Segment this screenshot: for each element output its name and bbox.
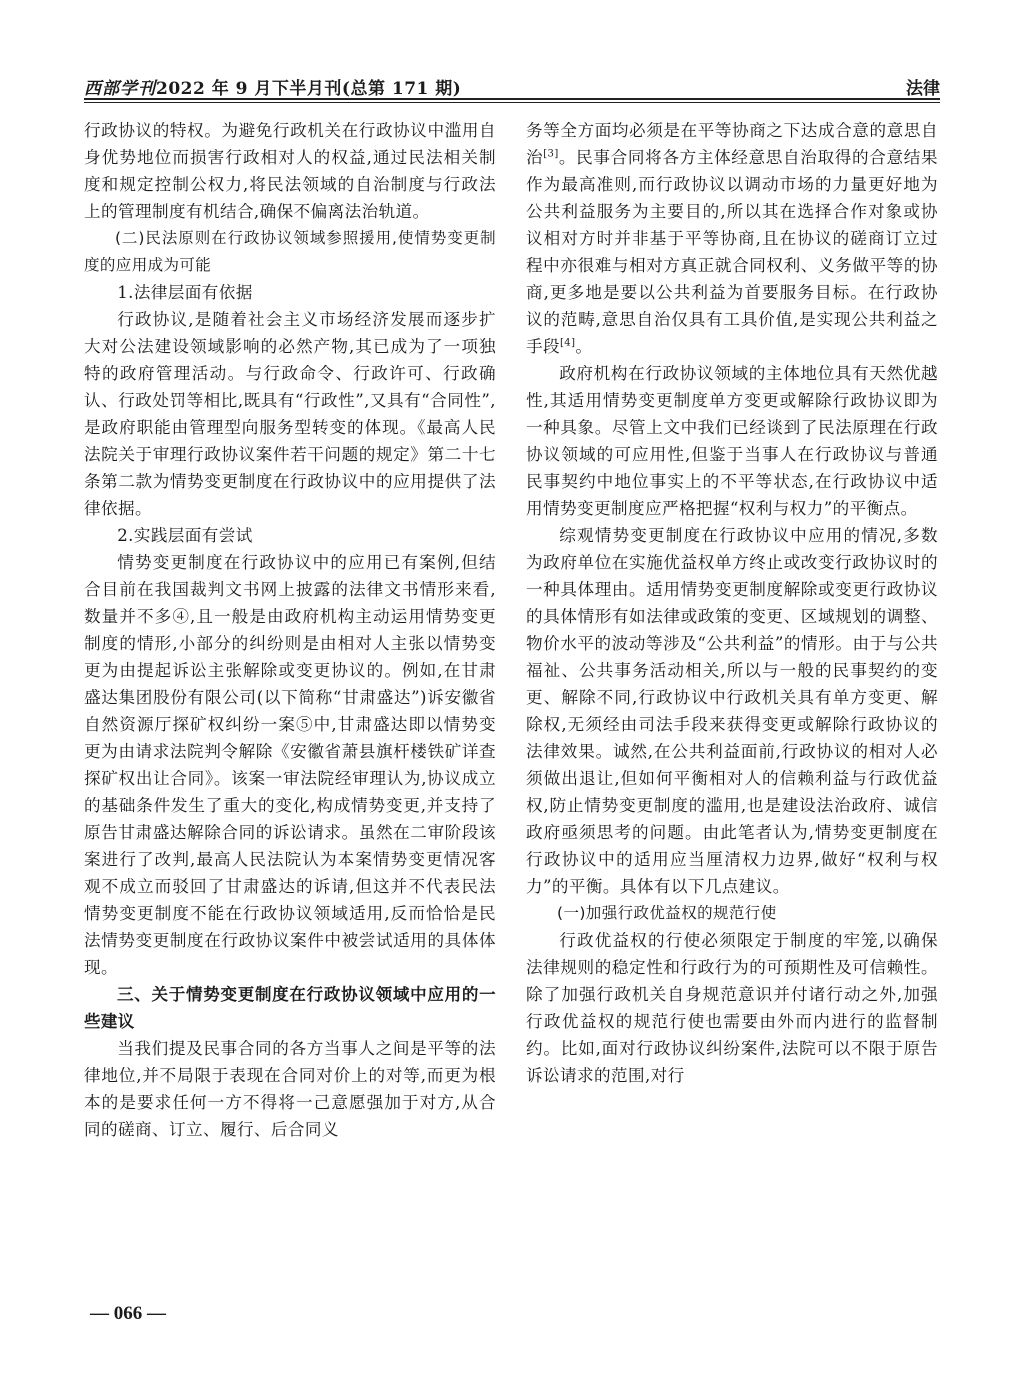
header-rule-thin — [84, 102, 940, 103]
running-header — [84, 68, 940, 100]
paragraph: 当我们提及民事合同的各方当事人之间是平等的法律地位,并不局限于表现在合同对价上的对等,而更为根本的是要求任何一方不得将一己意愿强加于对方,从合同的磋商、订立、履行、后合同义 — [84, 1039, 496, 1139]
section-label: 法律 — [906, 79, 940, 99]
citation: [4] — [560, 337, 576, 349]
paragraph: 综观情势变更制度在行政协议中应用的情况,多数为政府单位在实施优益权单方终止或改变行政协议时的一种具体理由。适用情势变更制度解除或变更行政协议的具体情形有如法律或政策的变更、区域规划的调整、物价水平的波动等涉及“公共利益”的情形。由于与公共福祉、公共事务活动相关,所以与一般的民事契约的变更、解除不同,行政协议中行政机关具有单方变更、解除权,无须经由司法手段来获得变更或解除行政协议的法律效果。诚然,在公共利益面前,行政协议的相对人必须做出退让,但如何平衡相对人的信赖利益与行政优益权,防止情势变更制度的滥用,也是建设法治政府、诚信政府亟须思考的问题。由此笔者认为,情势变更制度在行政协议中的适用应当厘清权力边界,做好“权利与权力”的平衡。具体有以下几点建议。 — [526, 526, 938, 896]
paragraph: 情势变更制度在行政协议中的应用已有案例,但结合目前在我国裁判文书网上披露的法律文书情形来看,数量并不多④,且一般是由政府机构主动运用情势变更制度的情形,小部分的纠纷则是由相对人主张以情势变更为由提起诉讼主张解除或变更协议的。例如,在甘肃盛达集团股份有限公司(以下简称“甘肃盛达”)诉安徽省自然资源厅探矿权纠纷一案⑤中,甘肃盛达即以情势变更为由请求法院判令解除《安徽省萧县旗杆楼铁矿详查探矿权出让合同》。该案一审法院经审理认为,协议成立的基础条件发生了重大的变化,构成情势变更,并支持了原告甘肃盛达解除合同的诉讼请求。虽然在二审阶段该案进行了改判,最高人民法院认为本案情势变更情况客观不成立而驳回了甘肃盛达的诉请,但这并不代表民法情势变更制度不能在行政协议领域适用,反而恰恰是民法情势变更制度在行政协议案件中被尝试适用的具体体现。 — [84, 553, 496, 977]
sub-subsection-heading: 1.法律层面有依据 — [117, 283, 253, 302]
paragraph-text: 。 — [575, 337, 593, 356]
header-rule — [84, 98, 940, 100]
subsection-heading: (二)民法原则在行政协议领域参照援用,使情势变更制度的应用成为可能 — [84, 229, 496, 274]
journal-logo: 西部学刊 — [84, 79, 156, 99]
left-column — [84, 117, 496, 1143]
subsection-heading: (一)加强行政优益权的规范行使 — [557, 904, 777, 922]
section-heading: 三、关于情势变更制度在行政协议领域中应用的一些建议 — [84, 985, 496, 1031]
paragraph: 行政优益权的行使必须限定于制度的牢笼,以确保法律规则的稳定性和行政行为的可预期性及可信赖性。除了加强行政机关自身规范意识并付诸行动之外,加强行政优益权的规范行使也需要由外而内进行的监督制约。比如,面对行政协议纠纷案件,法院可以不限于原告诉讼请求的范围,对行 — [526, 931, 938, 1085]
issue-info: 2022 年 9 月下半月刊(总第 171 期) — [156, 79, 462, 99]
journal-title — [84, 74, 461, 99]
page-number: — 066 — — [90, 1303, 166, 1324]
paragraph: 行政协议的特权。为避免行政机关在行政协议中滥用自身优势地位而损害行政相对人的权益,通过民法相关制度和规定控制公权力,将民法领域的自治制度与行政法上的管理制度有机结合,确保不偏离法治轨道。 — [84, 121, 496, 221]
paragraph-text: 。民事合同将各方主体经意思自治取得的合意结果作为最高准则,而行政协议以调动市场的力量更好地为公共利益服务为主要目的,所以其在选择合作对象或协议相对方时并非基于平等协商,且在协议的磋商订立过程中亦很难与相对方真正就合同权利、义务做平等的协商,更多地是要以公共利益为首要服务目标。在行政协议的范畴,意思自治仅具有工具价值,是实现公共利益之手段 — [526, 148, 938, 356]
paragraph: 政府机构在行政协议领域的主体地位具有天然优越性,其适用情势变更制度单方变更或解除行政协议即为一种具象。尽管上文中我们已经谈到了民法原理在行政协议领域的可应用性,但鉴于当事人在行政协议与普通民事契约中地位事实上的不平等状态,在行政协议中适用情势变更制度应严格把握“权利与权力”的平衡点。 — [526, 364, 938, 518]
citation: [3] — [543, 148, 559, 160]
right-column — [526, 117, 938, 1089]
paragraph: 行政协议,是随着社会主义市场经济发展而逐步扩大对公法建设领域影响的必然产物,其已成为了一项独特的政府管理活动。与行政命令、行政许可、行政确认、行政处罚等相比,既具有“行政性”,又具有“合同性”,是政府职能由管理型向服务型转变的体现。《最高人民法院关于审理行政协议案件若干问题的规定》第二十七条第二款为情势变更制度在行政协议中的应用提供了法律依据。 — [84, 310, 496, 518]
paragraph-text: 务等全方面均必须是在平等协商之下达成合意的意思自治 — [526, 121, 938, 167]
paragraph — [526, 117, 938, 360]
sub-subsection-heading: 2.实践层面有尝试 — [117, 526, 253, 545]
